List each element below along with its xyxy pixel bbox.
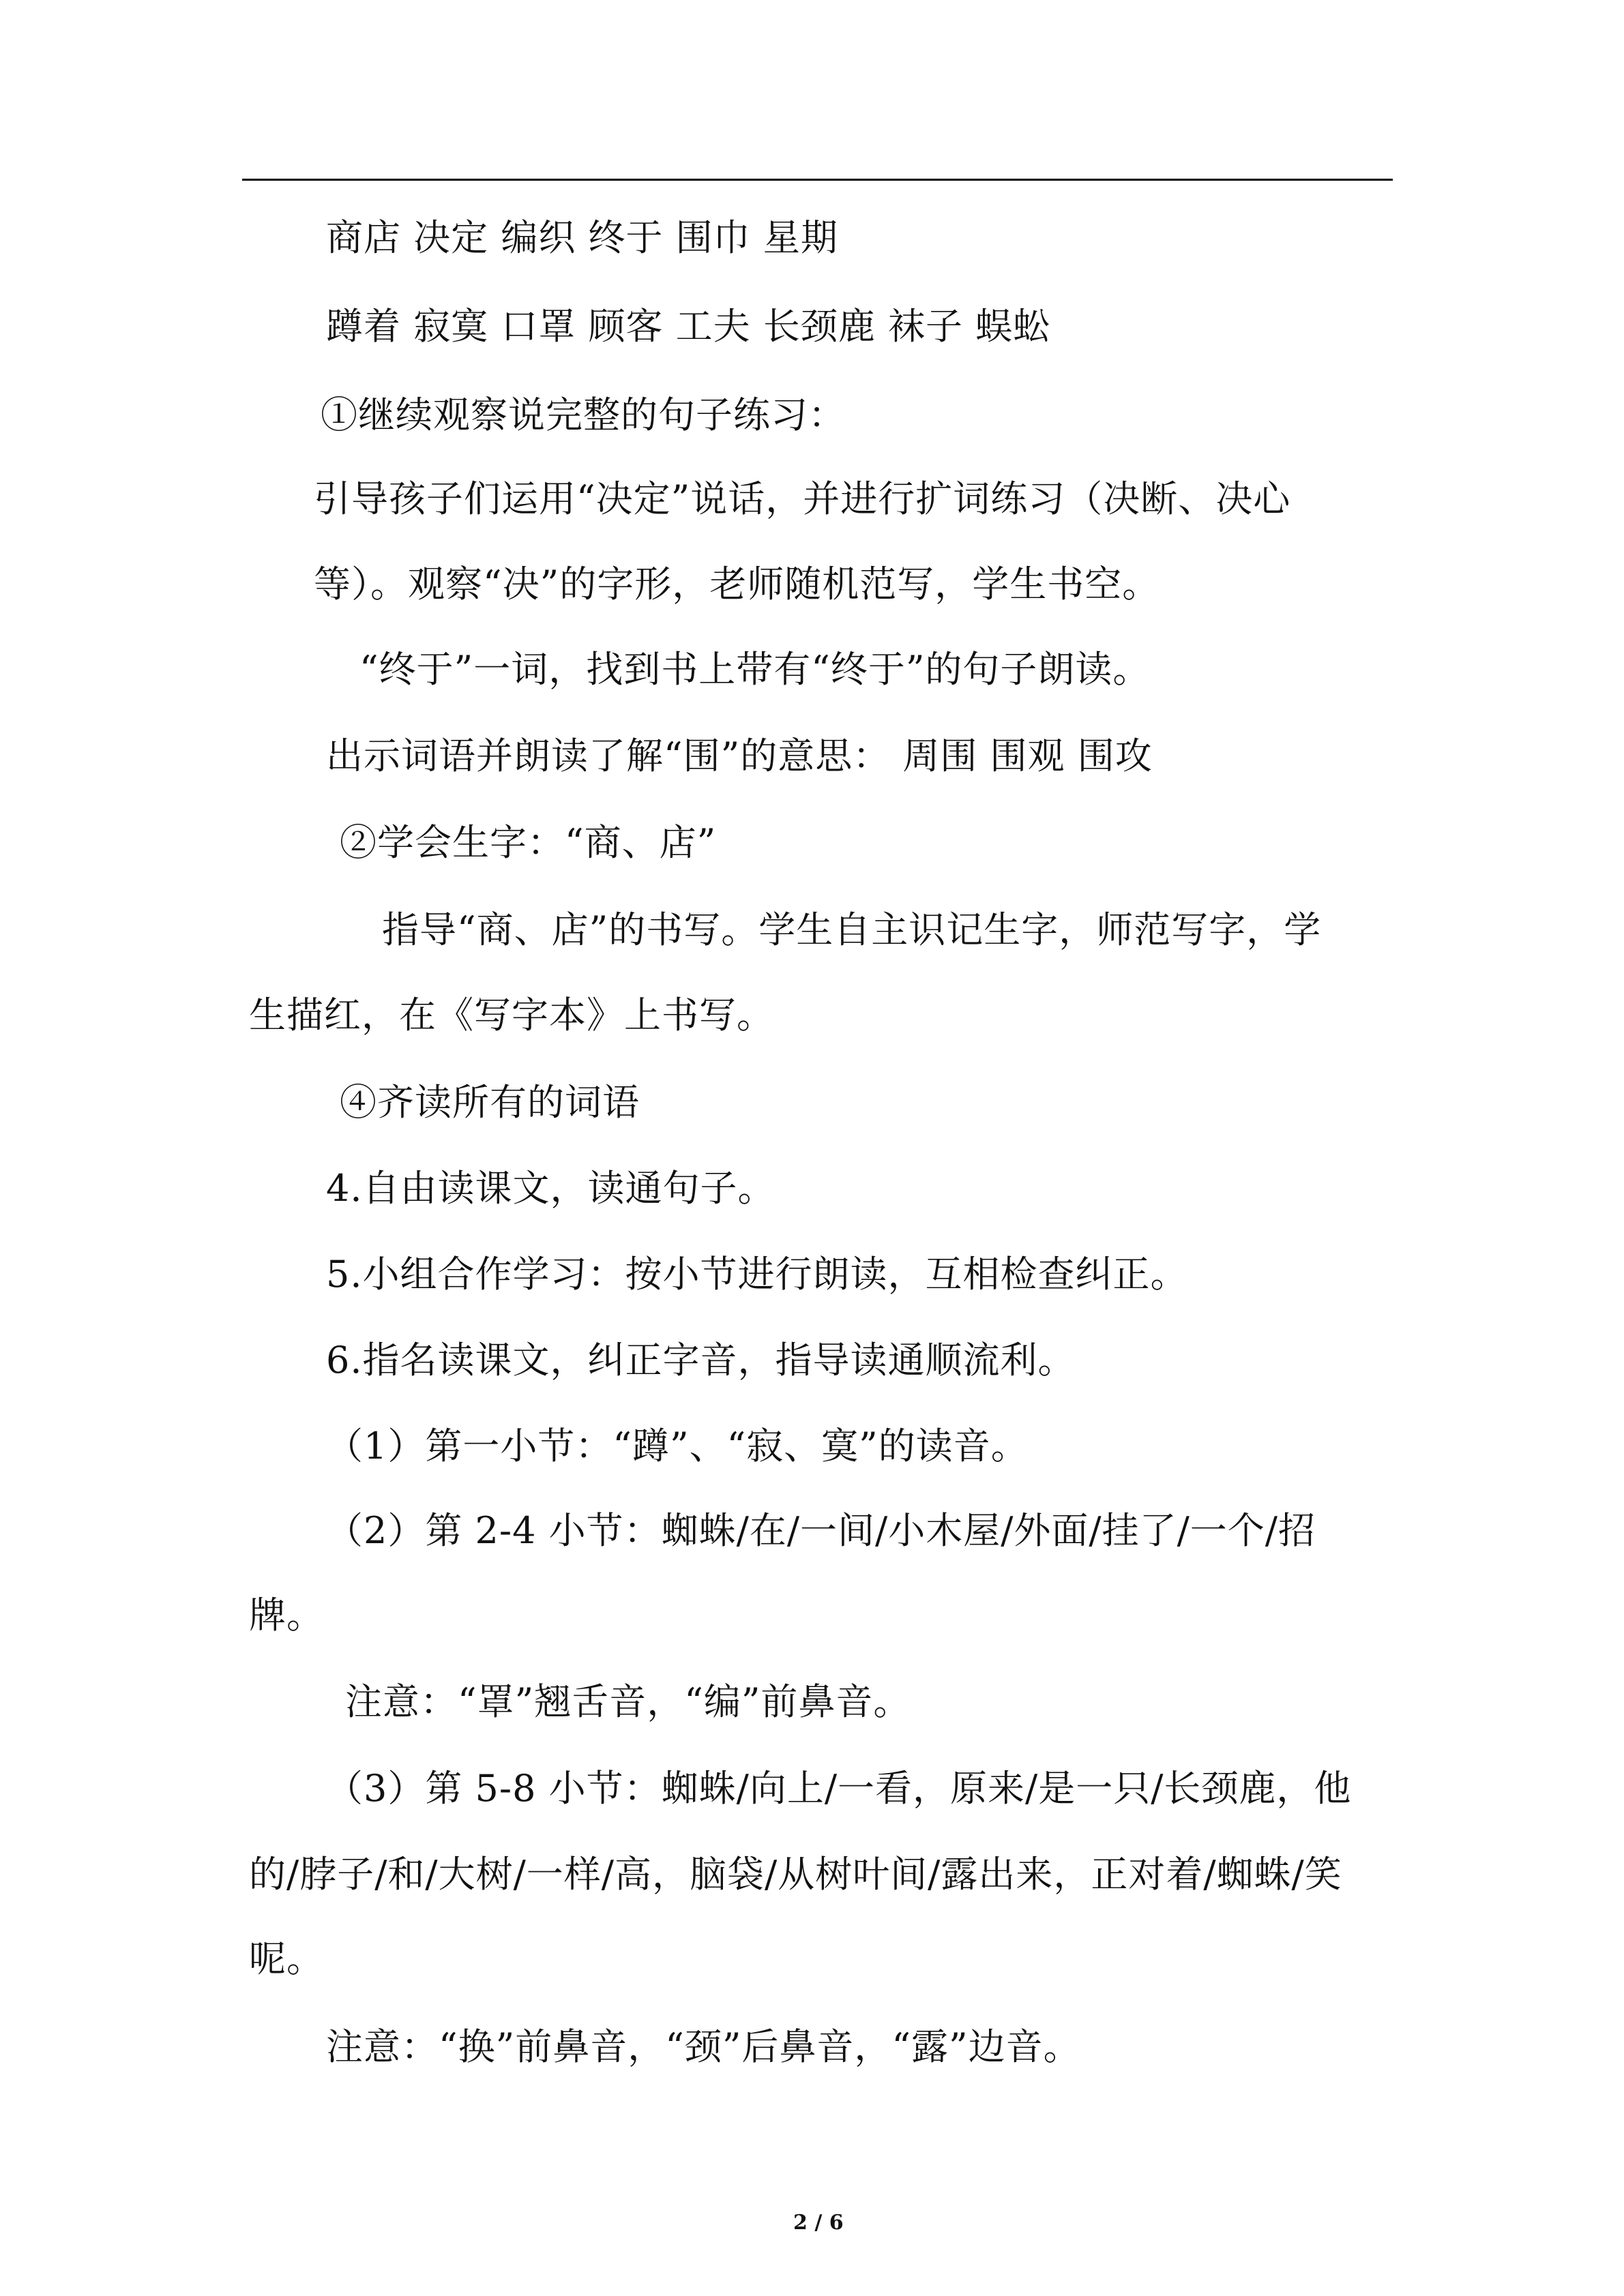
text-line: 牌。 bbox=[249, 1594, 324, 1637]
header-rule bbox=[242, 179, 1393, 181]
vocab-line-1: 商店 决定 编织 终于 围巾 星期 bbox=[326, 216, 838, 259]
text-line: “终于”一词，找到书上带有“终于”的句子朗读。 bbox=[359, 648, 1151, 691]
text-line: 的/脖子/和/大树/一样/高，脑袋/从树叶间/露出来，正对着/蜘蛛/笑 bbox=[249, 1853, 1342, 1896]
text-line: （3）第 5-8 小节：蜘蛛/向上/一看，原来/是一只/长颈鹿，他 bbox=[326, 1767, 1352, 1810]
text-line: 6.指名读课文，纠正字音，指导读通顺流利。 bbox=[326, 1339, 1076, 1382]
text-line: 引导孩子们运用“决定”说话，并进行扩词练习（决断、决心 bbox=[314, 477, 1291, 520]
text-line: ④齐读所有的词语 bbox=[340, 1081, 640, 1124]
text-line: 4.自由读课文，读通句子。 bbox=[326, 1167, 776, 1210]
text-line: （2）第 2-4 小节：蜘蛛/在/一间/小木屋/外面/挂了/一个/招 bbox=[326, 1509, 1316, 1552]
text-line: ②学会生字：“商、店” bbox=[340, 821, 717, 864]
text-line: ①继续观察说完整的句子练习： bbox=[321, 393, 846, 436]
page-number: 2 / 6 bbox=[793, 2211, 844, 2235]
text-line: 指导“商、店”的书写。学生自主识记生字，师范写字，学 bbox=[382, 908, 1322, 951]
text-line: 出示词语并朗读了解“围”的意思： 周围 围观 围攻 bbox=[326, 734, 1153, 777]
text-line: 生描红，在《写字本》上书写。 bbox=[249, 994, 774, 1037]
text-line: 呢。 bbox=[249, 1937, 324, 1980]
vocab-line-2: 蹲着 寂寞 口罩 顾客 工夫 长颈鹿 袜子 蜈蚣 bbox=[326, 305, 1051, 348]
text-line: （1）第一小节：“蹲”、“寂、寞”的读音。 bbox=[326, 1425, 1029, 1467]
text-line: 5.小组合作学习：按小节进行朗读，互相检查纠正。 bbox=[326, 1253, 1188, 1296]
text-line: 注意：“罩”翘舌音，“编”前鼻音。 bbox=[345, 1680, 911, 1723]
text-line: 等）。观察“决”的字形，老师随机范写，学生书空。 bbox=[314, 563, 1160, 606]
text-line: 注意：“换”前鼻音，“颈”后鼻音，“露”边音。 bbox=[326, 2025, 1081, 2068]
